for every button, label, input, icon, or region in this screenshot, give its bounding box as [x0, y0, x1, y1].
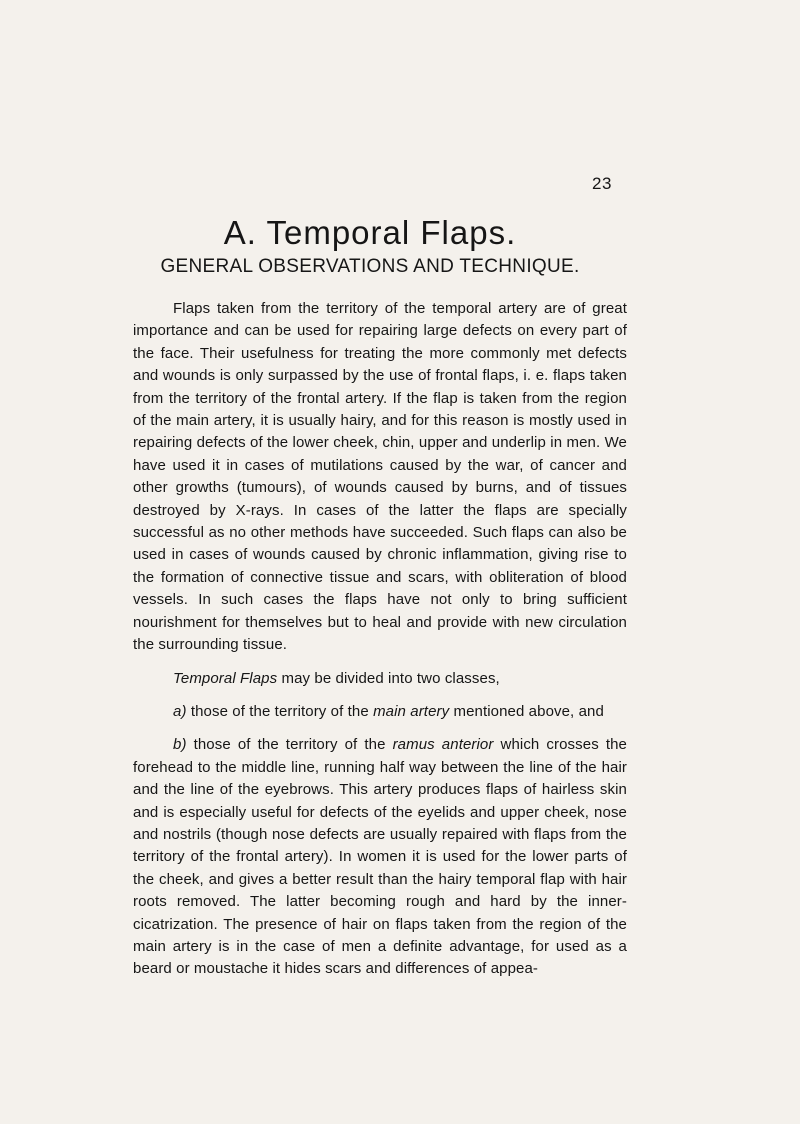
section-title: A. Temporal Flaps. [223, 214, 517, 251]
term-ramus-anterior: ramus anterior [392, 736, 494, 754]
term-temporal-flaps: Temporal Flaps [173, 669, 278, 687]
paragraph-classes [133, 668, 627, 690]
list-marker-a: a) [173, 702, 187, 720]
paragraph-classes-rest: may be divided into two classes, [277, 669, 500, 687]
section-subtitle: GENERAL OBSERVATIONS AND TECHNIQUE. [160, 256, 580, 277]
paragraph-intro: Flaps taken from the territory of the temporal artery are of great importance and can be used for repairing large defects on every part of the face. Their usefulness for treating the more commonly met defects and wounds is only surpassed by the use of frontal flaps, i. e. flaps taken from the territory of the frontal artery. If the flap is taken from the region of the main artery, it is usually hairy, and for this reason is mostly used in repairing defects of the lower cheek, chin, upper and underlip in men. We have used it in cases of mutilations caused by the war, of cancer and other growths (tumours), of wounds caused by burns, and of tissues destroyed by X-rays. In cases of the latter the flaps are specially successful as no other methods have succeeded. Such flaps can also be used in cases of wounds caused by chronic inflammation, giving rise to the formation of connective tissue and scars, with obliteration of blood vessels. In such cases the flaps have not only to bring sufficient nourishment for themselves but to heal and provide with new circulation the surrounding tissue. [133, 300, 627, 654]
body-text [133, 298, 627, 992]
list-item-b-pre: those of the territory of the [186, 736, 393, 754]
list-item-a [133, 701, 627, 723]
list-item-b-post: which crosses the forehead to the middle line, running half way between the line of the hair and the line of the eyebrows. This artery produces flaps of hairless skin and is especially useful for defects of the eyelids and upper cheek, nose and nostrils (though nose defects are usually repaired with flaps from the territory of the frontal artery). In women it is used for the lower parts of the cheek, and gives a better result than the hairy temporal flap with hair roots removed. The latter becoming rough and hard by the inner-cicatrization. The presence of hair on flaps taken from the region of the main artery is in the case of men a definite advantage, for used as a beard or moustache it hides scars and differences of appea- [133, 736, 628, 978]
list-item-a-post: mentioned above, and [449, 702, 604, 720]
page-number: 23 [592, 174, 612, 193]
list-item-b [133, 734, 627, 980]
list-item-a-pre: those of the territory of the [186, 702, 374, 720]
term-main-artery: main artery [373, 702, 450, 720]
list-marker-b: b) [173, 736, 187, 754]
